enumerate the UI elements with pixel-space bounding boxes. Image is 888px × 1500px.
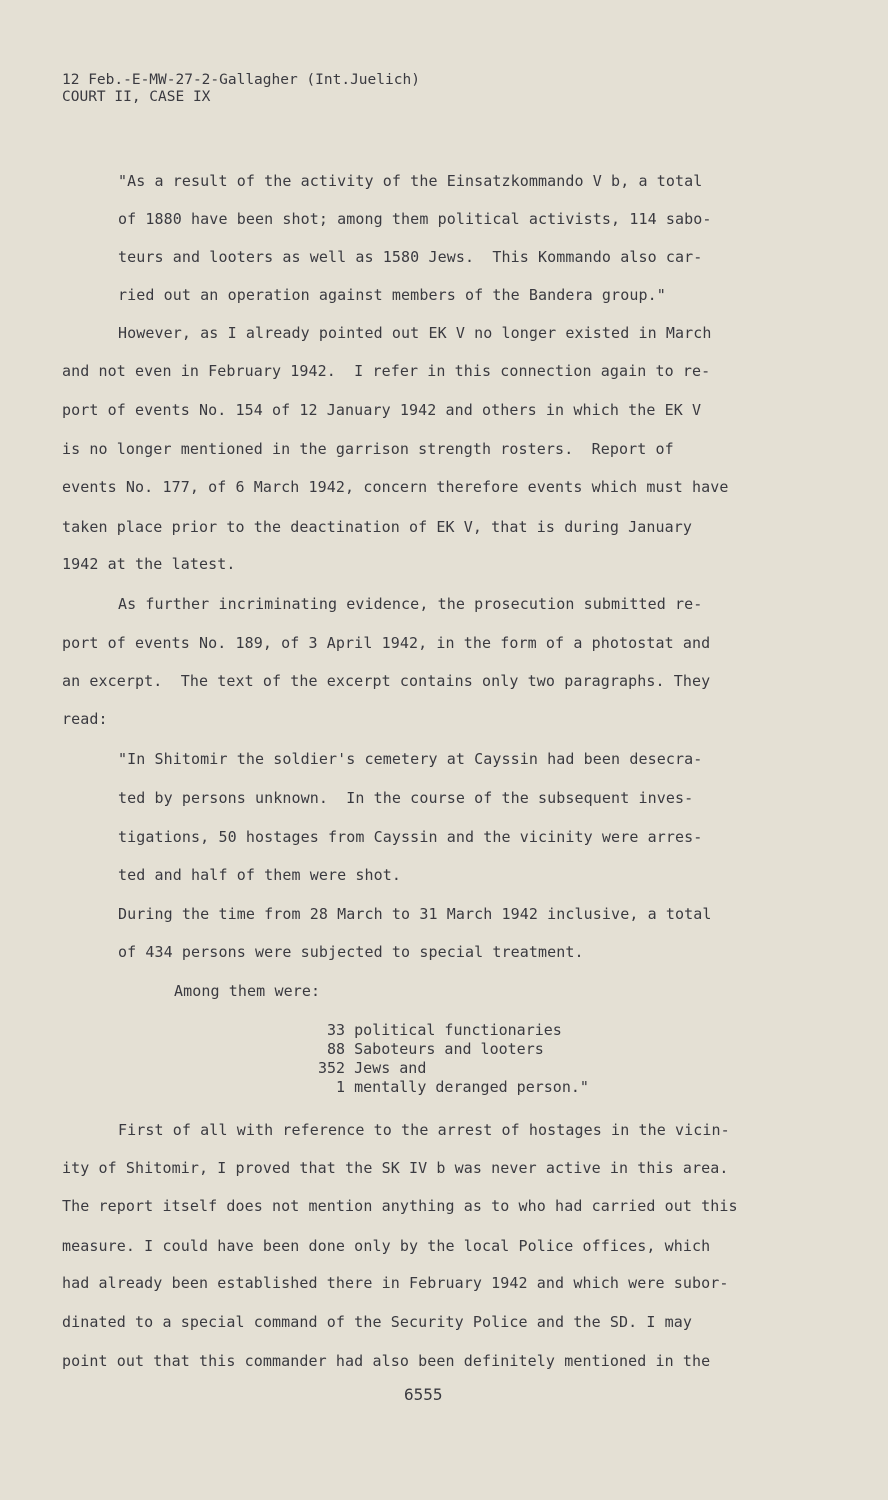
header-reference-line: 12 Feb.-E-MW-27-2-Gallagher (Int.Juelich) [62, 72, 420, 88]
list-item: 88 Saboteurs and looters [318, 1040, 544, 1058]
body-line: an excerpt. The text of the excerpt contains only two paragraphs. They [62, 672, 711, 690]
list-item: 352 Jews and [318, 1059, 427, 1077]
body-line: measure. I could have been done only by the local Police offices, which [62, 1237, 711, 1255]
body-line: port of events No. 189, of 3 April 1942, in the form of a photostat and [62, 634, 711, 652]
body-line: dinated to a special command of the Security Police and the SD. I may [62, 1313, 693, 1331]
victim-list [318, 1021, 589, 1097]
quote-line: "In Shitomir the soldier's cemetery at Cayssin had been desecra- [118, 750, 703, 768]
body-line: "As a result of the activity of the Einsatzkommando V b, a total [118, 172, 703, 190]
body-line: As further incriminating evidence, the prosecution submitted re- [118, 595, 703, 613]
list-item: 1 mentally deranged person." [318, 1078, 589, 1096]
page-number: 6555 [404, 1385, 443, 1404]
body-line: taken place prior to the deactination of EK V, that is during January [62, 518, 693, 536]
body-line: port of events No. 154 of 12 January 1942 and others in which the EK V [62, 401, 702, 419]
quote-line: During the time from 28 March to 31 March 1942 inclusive, a total [118, 905, 712, 923]
body-line: of 1880 have been shot; among them political activists, 114 sabo- [118, 210, 712, 228]
quote-line: tigations, 50 hostages from Cayssin and the vicinity were arres- [118, 828, 703, 846]
quote-line: Among them were: [174, 982, 321, 1000]
quote-line: of 434 persons were subjected to special treatment. [118, 943, 584, 961]
list-item: 33 political functionaries [318, 1021, 562, 1039]
body-line: teurs and looters as well as 1580 Jews. This Kommando also car- [118, 248, 703, 266]
body-line: is no longer mentioned in the garrison strength rosters. Report of [62, 440, 674, 458]
quote-line: ted by persons unknown. In the course of the subsequent inves- [118, 789, 694, 807]
body-line: The report itself does not mention anything as to who had carried out this [62, 1197, 738, 1215]
document-header [62, 72, 420, 106]
body-line: 1942 at the latest. [62, 555, 236, 573]
body-line: First of all with reference to the arrest of hostages in the vicin- [118, 1121, 730, 1139]
body-line: point out that this commander had also been definitely mentioned in the [62, 1352, 711, 1370]
body-line: and not even in February 1942. I refer in this connection again to re- [62, 362, 711, 380]
body-line: events No. 177, of 6 March 1942, concern therefore events which must have [62, 478, 729, 496]
body-line: ried out an operation against members of the Bandera group." [118, 286, 666, 304]
quote-line: ted and half of them were shot. [118, 866, 402, 884]
body-line: ity of Shitomir, I proved that the SK IV b was never active in this area. [62, 1159, 729, 1177]
body-line: read: [62, 710, 108, 728]
body-line: However, as I already pointed out EK V no longer existed in March [118, 324, 712, 342]
body-line: had already been established there in February 1942 and which were subor- [62, 1274, 729, 1292]
header-court-line: COURT II, CASE IX [62, 89, 211, 105]
